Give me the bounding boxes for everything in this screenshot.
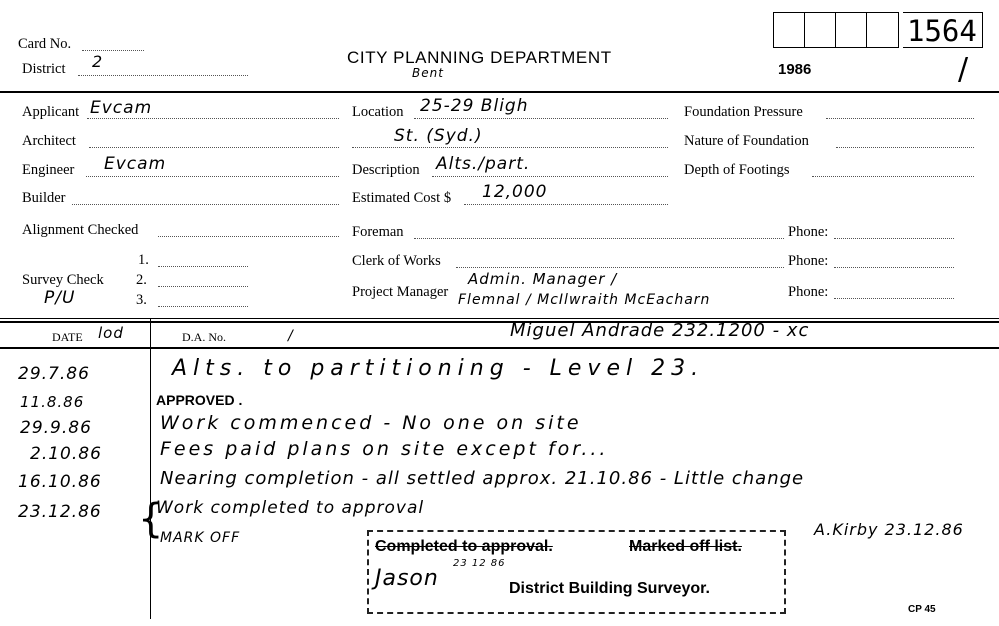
row-entry: Work commenced - No one on site	[160, 412, 582, 434]
district-label: District	[22, 61, 66, 77]
location-value-2: St. (Syd.)	[394, 126, 483, 146]
card-no-label: Card No.	[18, 36, 72, 52]
date-header: DATE	[52, 330, 83, 344]
description-value: Alts./part.	[436, 154, 531, 174]
survey-check-label: Survey Check	[22, 272, 104, 288]
contact-note: Miguel Andrade 232.1200 - xc	[510, 320, 810, 341]
da-header: D.A. No.	[182, 330, 226, 344]
department-title: CITY PLANNING DEPARTMENT	[347, 48, 612, 67]
department-note: Bent	[412, 66, 444, 80]
form-code: CP 45	[908, 604, 936, 615]
row-entry: Work completed to approval	[156, 498, 425, 518]
year-mark: /	[958, 52, 970, 87]
date-header-note: lod	[98, 324, 124, 342]
year: 1986	[778, 61, 812, 78]
row-entry: Alts. to partitioning - Level 23.	[172, 356, 705, 381]
date-column-divider	[150, 319, 151, 619]
stamp-line-1: Completed to approval.	[375, 538, 553, 555]
row-entry: MARK OFF	[160, 530, 241, 546]
row-entry: Fees paid plans on site except for...	[160, 438, 609, 460]
location-value: 25-29 Bligh	[420, 96, 529, 116]
engineer-value: Evcam	[104, 154, 167, 174]
row-date: 2.10.86	[30, 444, 102, 464]
row-date: 16.10.86	[18, 472, 102, 492]
row-date: 23.12.86	[18, 502, 102, 522]
district-value: 2	[92, 52, 104, 71]
header-rule	[0, 91, 999, 93]
applicant-value: Evcam	[90, 98, 153, 118]
row-date: 29.7.86	[18, 364, 90, 384]
card-number: 1564	[907, 14, 977, 48]
stamp-date-marks: 23 12 86	[453, 558, 506, 569]
inspector-signoff: A.Kirby 23.12.86	[814, 520, 964, 539]
row-entry: APPROVED .	[156, 392, 243, 408]
approval-stamp	[367, 530, 786, 614]
row-entry: Nearing completion - all settled approx. 21.10.86 - Little change	[160, 468, 805, 489]
brace-mark: {	[138, 496, 165, 542]
project-manager-value-2: Flemnal / McIlwraith McEacharn	[458, 292, 711, 308]
project-manager-value: Admin. Manager /	[468, 270, 618, 288]
da-mark: /	[288, 328, 294, 344]
row-date: 29.9.86	[20, 418, 92, 438]
survey-value: P/U	[44, 288, 76, 308]
stamp-line-3: District Building Surveyor.	[509, 580, 710, 597]
stamp-line-2: Marked off list.	[629, 538, 742, 555]
stamp-signature: Jason	[375, 566, 439, 591]
estimated-cost-value: 12,000	[482, 182, 548, 202]
row-date: 11.8.86	[20, 393, 85, 411]
